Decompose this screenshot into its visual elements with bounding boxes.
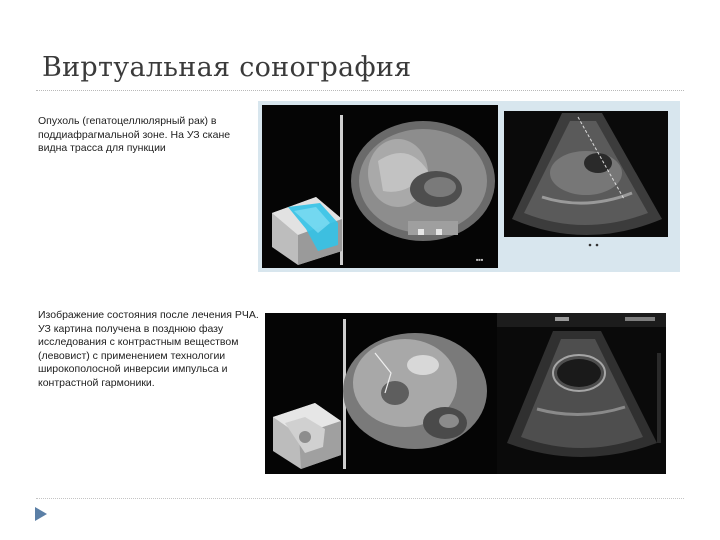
case-1-ultrasound-image (502, 101, 680, 272)
case-1-ct-image (258, 101, 502, 272)
next-slide-arrow-icon[interactable] (34, 506, 48, 522)
case-2-ultrasound-image (497, 313, 666, 474)
case-2-ct-image (265, 313, 497, 474)
title-divider (36, 90, 684, 91)
case-1-caption: Опухоль (гепатоцеллюлярный рак) в поддиафрагмальной зоне. На УЗ скане видна трасса для пункции (38, 115, 231, 155)
footer-divider (36, 498, 684, 499)
case-2-caption: Изображение состояния после лечения РЧА. УЗ картина получена в позднюю фазу исследования с контрастным веществом (левовист) с применением технологии широкополосной инверсии импульса и контрастной гармоники. (38, 309, 259, 389)
svg-text:■■■: ■■■ (476, 257, 484, 262)
slide-title: Виртуальная сонография (42, 52, 412, 83)
